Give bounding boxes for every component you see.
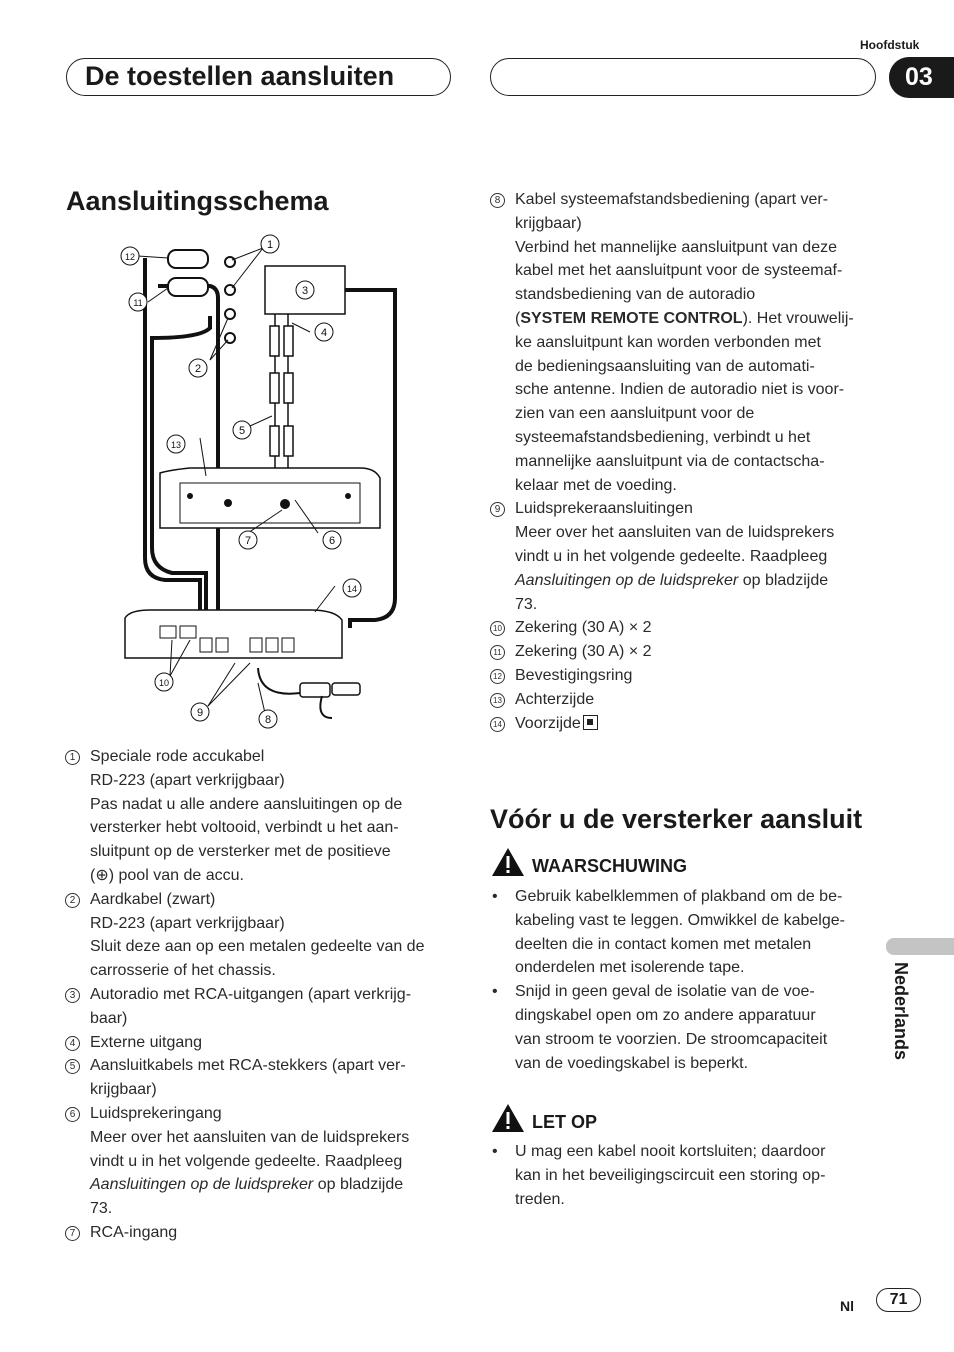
diagram-callout-10 bbox=[155, 673, 173, 691]
warning-bullet-2: • Snijd in geen geval de isolatie van de voe- dingskabel open om zo andere apparatuur van stroom te voorzien. De stroomcapaciteit van de voedingskabel is beperkt. bbox=[490, 980, 882, 1075]
svg-text:10: 10 bbox=[158, 678, 170, 688]
legend-list-right bbox=[490, 188, 882, 735]
diagram-callout-4 bbox=[315, 323, 333, 341]
diagram-callout-11 bbox=[129, 293, 147, 311]
svg-text:8: 8 bbox=[264, 714, 272, 726]
svg-text:6: 6 bbox=[328, 535, 336, 547]
legend-item-12: 12 Bevestigingsring bbox=[490, 664, 882, 688]
chapter-title: De toestellen aansluiten bbox=[66, 58, 451, 96]
system-remote-control-label: SYSTEM REMOTE CONTROL bbox=[520, 309, 743, 327]
caution-triangle-icon bbox=[490, 1102, 526, 1134]
legend-item-5: 5 Aansluitkabels met RCA-stekkers (apart ver- krijgbaar) bbox=[65, 1054, 457, 1102]
legend-item-8: 8 Kabel systeemafstandsbediening (apart ver- krijgbaar) Verbind het mannelijke aansluitpunt van deze kabel met het aansluitpunt voor de systeemaf- standsbediening van de autoradio (SYSTEM REMOTE CONTROL). Het vrouwelij- ke aansluitpunt kan worden verbonden met de bedieningsaansluiting van de automati- sche antenne. Indien de autoradio niet is voor- zien van een aansluitpunt voor de systeemafstandsbediening, verbindt u het mannelijke aansluitpunt via de contactscha- kelaar met de voeding. bbox=[490, 188, 882, 497]
diagram-callout-5 bbox=[233, 421, 251, 439]
warning-triangle-icon bbox=[490, 846, 526, 878]
svg-text:1: 1 bbox=[266, 239, 274, 251]
caution-bullets bbox=[490, 1140, 882, 1211]
diagram-callout-1 bbox=[261, 235, 279, 253]
legend-item-2: 2 Aardkabel (zwart) RD-223 (apart verkrijgbaar) Sluit deze aan op een metalen gedeelte van de carrosserie of het chassis. bbox=[65, 888, 457, 983]
svg-text:2: 2 bbox=[194, 363, 202, 375]
warning-heading: WAARSCHUWING bbox=[490, 846, 687, 880]
legend-item-13: 13 Achterzijde bbox=[490, 688, 882, 712]
svg-text:7: 7 bbox=[244, 535, 252, 547]
legend-item-6: 6 Luidsprekeringang Meer over het aansluiten van de luidsprekers vindt u in het volgende gedeelte. Raadpleeg Aansluitingen op de luidspreker op bladzijde 73. bbox=[65, 1102, 457, 1221]
diagram-callout-13 bbox=[167, 435, 185, 453]
language-side-label: Nederlands bbox=[891, 962, 911, 1061]
section-title-voor-aansluiten: Vóór u de versterker aansluit bbox=[490, 804, 863, 834]
legend-item-7: 7 RCA-ingang bbox=[65, 1221, 457, 1245]
chapter-label: Hoofdstuk bbox=[860, 38, 920, 52]
legend-item-3: 3 Autoradio met RCA-uitgangen (apart verkrijg- baar) bbox=[65, 983, 457, 1031]
svg-text:5: 5 bbox=[238, 425, 246, 437]
diagram-callout-14 bbox=[343, 579, 361, 597]
diagram-callout-9 bbox=[191, 703, 209, 721]
svg-text:14: 14 bbox=[346, 584, 358, 594]
page-number: 71 bbox=[876, 1288, 921, 1312]
legend-list-left bbox=[65, 745, 457, 1245]
connection-diagram bbox=[110, 228, 420, 738]
diagram-callout-7 bbox=[239, 531, 257, 549]
svg-text:4: 4 bbox=[320, 327, 328, 339]
diagram-callout-3 bbox=[296, 281, 314, 299]
diagram-callout-6 bbox=[323, 531, 341, 549]
legend-item-14: 14 Voorzijde bbox=[490, 712, 882, 736]
legend-item-1: 1 Speciale rode accukabel RD-223 (apart verkrijgbaar) Pas nadat u alle andere aansluitingen op de versterker hebt voltooid, verbindt u het aan- sluitpunt op de versterker met de positieve (⊕) pool van de accu. bbox=[65, 745, 457, 888]
chapter-number-badge: 03 bbox=[889, 57, 954, 98]
legend-item-10: 10 Zekering (30 A) × 2 bbox=[490, 616, 882, 640]
language-tab-marker bbox=[886, 938, 954, 955]
cross-reference-link: Aansluitingen op de luidspreker bbox=[90, 1176, 314, 1194]
legend-item-4: 4 Externe uitgang bbox=[65, 1031, 457, 1055]
svg-text:12: 12 bbox=[124, 252, 136, 262]
diagram-callout-12 bbox=[121, 247, 139, 265]
legend-item-9: 9 Luidsprekeraansluitingen Meer over het aansluiten van de luidsprekers vindt u in het volgende gedeelte. Raadpleeg Aansluitingen op de luidspreker op bladzijde 73. bbox=[490, 497, 882, 616]
cross-reference-link: Aansluitingen op de luidspreker bbox=[515, 571, 739, 589]
end-of-section-icon bbox=[583, 715, 598, 730]
header-empty-pill bbox=[490, 58, 876, 96]
warning-bullets bbox=[490, 885, 882, 1075]
svg-text:11: 11 bbox=[133, 298, 143, 308]
diagram-callout-8 bbox=[259, 710, 277, 728]
legend-item-11: 11 Zekering (30 A) × 2 bbox=[490, 640, 882, 664]
svg-text:13: 13 bbox=[170, 440, 182, 450]
svg-text:9: 9 bbox=[196, 707, 204, 719]
language-code: Nl bbox=[840, 1298, 854, 1314]
warning-bullet-1: • Gebruik kabelklemmen of plakband om de be- kabeling vast te leggen. Omwikkel de kabelge- deelten die in contact komen met metalen onderdelen met isolerende tape. bbox=[490, 885, 882, 980]
caution-heading: LET OP bbox=[490, 1102, 597, 1136]
caution-bullet-1: • U mag een kabel nooit kortsluiten; daardoor kan in het beveiligingscircuit een storing op- treden. bbox=[490, 1140, 882, 1211]
svg-text:3: 3 bbox=[301, 285, 309, 297]
diagram-callout-2 bbox=[189, 359, 207, 377]
section-title-aansluitingsschema: Aansluitingsschema bbox=[66, 186, 329, 216]
